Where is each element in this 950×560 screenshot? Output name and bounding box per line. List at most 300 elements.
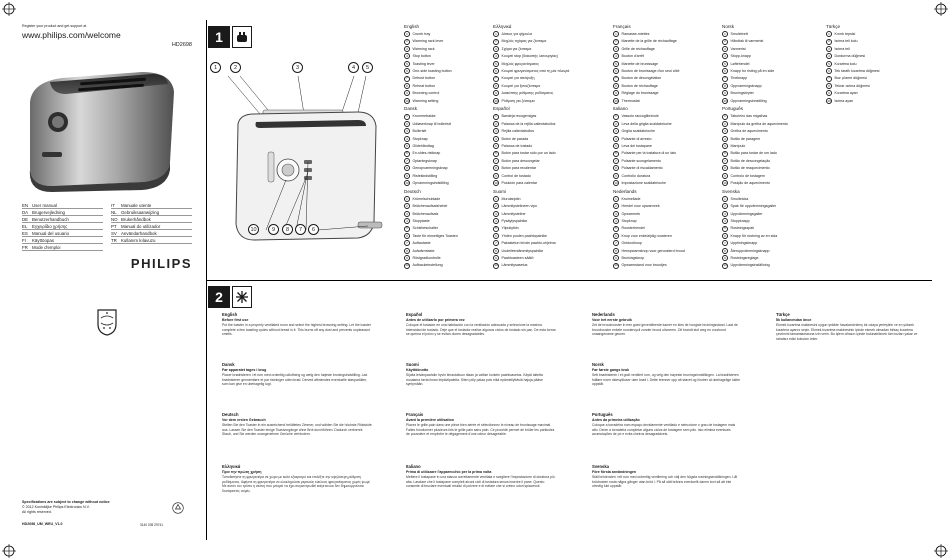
callout-5: 5 (362, 62, 373, 73)
legend-block (722, 189, 826, 269)
legend-item-number: 7 (613, 76, 619, 82)
legend-item-label: Ontdooiknop (621, 241, 642, 246)
legend-item-number: 10 (723, 98, 727, 103)
paragraph-subtitle: Vor dem ersten Gebrauch (222, 418, 266, 422)
legend-item-label: Glidehåndtag (412, 143, 434, 148)
legend-item-label: Botón para descongelar (501, 158, 540, 163)
legend-item-number: 8 (722, 83, 728, 89)
legend-item-number: 4 (722, 218, 728, 224)
legend-item (722, 203, 826, 210)
legend-item (722, 128, 826, 135)
legend-item-label: Stopp-knapp (730, 54, 751, 59)
legend-item-label: Krummebakke (412, 114, 436, 119)
legend-item (404, 240, 493, 247)
legend-item-label: Pysäytyspainike (501, 218, 528, 223)
legend-item-number: 8 (493, 165, 499, 171)
fold-line-horizontal (206, 280, 932, 281)
legend-item (613, 128, 722, 135)
legend-item-label: Lämmitysteline (501, 211, 526, 216)
usage-paragraph (776, 312, 926, 341)
legend-item-number: 5 (722, 61, 728, 67)
legend-item-number: 2 (404, 39, 410, 45)
legend-item (613, 31, 722, 38)
callout-4: 4 (348, 62, 359, 73)
legend-item-label: Reheat button (412, 83, 436, 88)
usage-paragraph (592, 312, 742, 337)
legend-block (493, 106, 613, 186)
legend-item (613, 142, 722, 149)
paragraph-body: Zet de broodrooster in een goed geventileerde kamer en kies de hoogste bruiningsstand. Laat de broodrooster enkele roostercycli zonder brood uitvoeren. Dit brandt stof weg en voorkomt onaangename geuren. (592, 323, 738, 336)
legend-item-label: Bolleristt (412, 129, 427, 134)
legend-item (493, 157, 613, 164)
legend-item (613, 135, 722, 142)
legend-block (404, 189, 493, 269)
manual-row: TR Kullanım kılavuzu (111, 237, 192, 244)
doc-code: HD2698_UM_WEU_V1.0 (22, 522, 63, 526)
legend-item-number: 2 (493, 121, 499, 127)
legend-item-label: Herwpwarmknop voor geroosterd brood (621, 248, 685, 253)
paragraph-subtitle: Antes da primeira utilização (592, 418, 640, 422)
legend-item-number: 6 (493, 233, 499, 239)
legend-item-number: 1 (722, 31, 728, 37)
legend-item-label: Krümelschublade (412, 196, 441, 201)
legend-language-heading: Deutsch (404, 188, 421, 194)
legend-item-number: 5 (722, 226, 728, 232)
legend-item (404, 225, 493, 232)
manual-languages-right (111, 202, 192, 251)
register-line: Register your product and get support at (22, 24, 87, 28)
legend-item-label: Knapp for risting på én side (730, 68, 775, 73)
legend-item-number: 10 (405, 263, 409, 268)
legend-item (722, 67, 826, 74)
legend-item (722, 75, 826, 82)
section-1-header (208, 26, 252, 48)
legend-item (826, 60, 932, 67)
legend-item-label: Botón para tostar sólo por un lado (501, 151, 556, 156)
legend-item-label: Udløserknap til bolleristt (412, 121, 451, 126)
legend-item-number: 10 (405, 98, 409, 103)
legend-item-number: 8 (404, 165, 410, 171)
legend-item-number: 1 (613, 31, 619, 37)
legend-item-label: Knop voor enkelzijdig roosteren (621, 233, 672, 238)
usage-paragraph (222, 464, 372, 493)
legend-item-number: 9 (493, 173, 499, 179)
legend-item (404, 157, 493, 164)
callout-7: 7 (295, 224, 306, 235)
legend-item (404, 135, 493, 142)
paragraph-language: Español (406, 312, 423, 317)
barcode-number: 3140 035 29741 (140, 523, 164, 527)
legend-item-number: 2 (722, 39, 728, 45)
legend-item (826, 53, 932, 60)
legend-item-label: Stop button (412, 54, 431, 59)
legend-item (404, 75, 493, 82)
legend-block (613, 24, 722, 104)
paragraph-subtitle: Før første gangs bruk (592, 368, 630, 372)
legend-item (722, 165, 826, 172)
legend-item (722, 97, 826, 104)
legend-item (722, 247, 826, 254)
paragraph-language: Português (592, 412, 613, 417)
legend-item-label: Taste für einseitiges Toasten (412, 233, 458, 238)
legend-item (722, 135, 826, 142)
legend-item-label: Murutarjotin (501, 196, 521, 201)
legend-item-number: 9 (493, 255, 499, 261)
legend-item (493, 165, 613, 172)
legend-item-label: Optøningsknap (412, 158, 437, 163)
legend-item (493, 97, 613, 104)
callout-8: 8 (282, 224, 293, 235)
legend-item (826, 45, 932, 52)
legend-item-label: Control de tostado (501, 173, 531, 178)
legend-item-label: Tek taraflı kızartma düğmesi (834, 68, 880, 73)
legend-item-number: 9 (722, 173, 728, 179)
legend-item-label: Impostazione scaldabrioche (621, 180, 667, 185)
legend-item-number: 1 (493, 31, 499, 37)
legend-column-4 (722, 24, 826, 276)
legend-item-label: Controlo de tostagem (730, 173, 765, 178)
legend-item-number: 10 (723, 263, 727, 268)
legend-block (404, 24, 493, 104)
legend-item-label: Pulsante per la tostatura di un lato (621, 151, 677, 156)
manual-row: ES Manual del usuario (22, 230, 103, 237)
legend-item (613, 97, 722, 104)
legend-item-number: 9 (404, 255, 410, 261)
legend-item (722, 254, 826, 261)
legend-item-label: Lämmitystelineen vipu (501, 204, 538, 209)
legend-item-label: Isıtma ayarı (834, 98, 854, 103)
legend-item-number: 7 (613, 240, 619, 246)
legend-item (493, 217, 613, 224)
legend-item (493, 254, 613, 261)
legend-item-number: 6 (404, 151, 410, 157)
legend-item-number: 1 (826, 31, 832, 37)
legend-item (493, 195, 613, 202)
paragraph-body: Put the toaster in a properly ventilated room and select the highest browning setting. Let the toaster complete a few toasting cycles without bread in it. This burns off any dust and prevents unpleasant smells. (222, 323, 371, 336)
legend-item (613, 179, 722, 186)
legend-item (493, 120, 613, 127)
legend-item-label: Stopknap (412, 136, 428, 141)
legend-item-label: Tineknapp (730, 76, 748, 81)
legend-item-number: 5 (826, 61, 832, 67)
legend-item-number: 2 (404, 203, 410, 209)
legend-item-label: Roosterhendel (621, 226, 645, 231)
usage-paragraph (222, 362, 372, 387)
legend-block (493, 189, 613, 269)
legend-item-label: Μοχλός σχάρας για ζέσταμα (501, 39, 547, 44)
legend-item (722, 142, 826, 149)
specs-line: Specifications are subject to change without notice (22, 500, 110, 504)
legend-item-number: 1 (493, 196, 499, 202)
callout-9: 9 (268, 224, 279, 235)
legend-item (404, 82, 493, 89)
legend-item (404, 45, 493, 52)
legend-item-number: 10 (614, 98, 618, 103)
legend-item-number: 9 (722, 255, 728, 261)
legend-item-number: 5 (404, 143, 410, 149)
legend-item-number: 5 (613, 143, 619, 149)
legend-item-number: 6 (613, 233, 619, 239)
legend-item-number: 4 (613, 136, 619, 142)
legend-item-label: Rostningsreglage (730, 255, 759, 260)
cover-panel (22, 22, 202, 280)
legend-item (493, 203, 613, 210)
legend-item-number: 7 (404, 158, 410, 164)
section-number: 2 (208, 286, 230, 308)
recycle-icon (172, 502, 184, 514)
copyright-line: © 2012 Koninklijke Philips Electronics N.V. (22, 505, 90, 509)
legend-item (826, 82, 932, 89)
legend-item (493, 113, 613, 120)
legend-item-number: 4 (826, 53, 832, 59)
legend-item (613, 210, 722, 217)
legend-item-number: 8 (493, 83, 499, 89)
usage-paragraph (406, 312, 556, 337)
legend-item-label: Brötchenaufsatzhebel (412, 204, 448, 209)
legend-item-label: Knapp för rostning av en sida (730, 233, 778, 238)
legend-item-number: 4 (722, 136, 728, 142)
legend-item-number: 7 (722, 158, 728, 164)
legend-item-label: Isıtma teli (834, 46, 850, 51)
legend-item-label: Smulbricka (730, 196, 749, 201)
legend-item (493, 45, 613, 52)
paragraph-body: Sijoita leivänpaahdin hyvin ilmastoituun tilaan ja valitse korkein paahtoasetus. Käytä laitetta muutama kerta ilman leipäviipaleita. Siten pöly palaa pois eikä epämiellyttäviä hajuja pääse syntymään. (406, 373, 543, 386)
legend-item (613, 60, 722, 67)
legend-item-label: Botão de reaquecimento (730, 166, 770, 171)
legend-item-label: Crumb tray (412, 31, 431, 36)
legend-item-label: Bruningsbryter (730, 91, 754, 96)
legend-item-number: 10 (494, 263, 498, 268)
legend-item-label: Kırıntı tepsisi (834, 31, 856, 36)
paragraph-subtitle: Prima di utilizzare l'apparecchio per la prima volta (406, 470, 492, 474)
paragraph-language: Italiano (406, 464, 421, 469)
legend-item (722, 82, 826, 89)
legend-item-number: 8 (613, 83, 619, 89)
legend-item-number: 9 (613, 173, 619, 179)
legend-item (493, 31, 613, 38)
legend-item (722, 217, 826, 224)
legend-item (404, 150, 493, 157)
legend-item-label: Κουμπί για ξαναζέσταμα (501, 83, 541, 88)
legend-item-number: 2 (722, 121, 728, 127)
legend-item-label: Løftehendel (730, 61, 750, 66)
legend-item-label: Controllo doratura (621, 173, 651, 178)
paragraph-body: Placer brødristeren i et rum med ordentlig udluftning og vælg den højeste bruningsindstilling. Lad brødristeren gennemføre et par ristninger uden brød. Derved afbrændes eventuelle støvpartikler, som kan give en ubehagelig lugt. (222, 373, 368, 386)
callout-3: 3 (292, 62, 303, 73)
legend-item (613, 67, 722, 74)
legend-item (722, 45, 826, 52)
legend-item-label: Varmerist (730, 46, 746, 51)
legend-item-label: Warming setting (412, 98, 439, 103)
legend-item-label: Kızartma kolu (834, 61, 857, 66)
legend-item-label: Tekrar ısıtma düğmesi (834, 83, 870, 88)
rights-line: All rights reserved. (22, 510, 52, 514)
manual-row: PT Manual do utilizador (111, 223, 192, 230)
paragraph-subtitle: Voor het eerste gebruik (592, 318, 632, 322)
legend-item-number: 10 (614, 263, 618, 268)
paragraph-language: Suomi (406, 362, 419, 367)
legend-item-label: Bouton de décongélation (621, 76, 662, 81)
legend-item-number: 1 (493, 114, 499, 120)
paragraph-language: Türkçe (776, 312, 790, 317)
legend-item-number: 2 (613, 203, 619, 209)
paragraph-body: Sett brødristeren i et godt ventilert rom, og velg den høyeste bruningsinnstillingen. La brødristeren fullføre noen ristesykluser uten brød i. Dette brenner opp alt støvet og hindrer at ubehagelige lukter oppstår. (592, 373, 741, 386)
philips-wordmark: PHILIPS (130, 256, 192, 271)
callout-6: 6 (308, 224, 319, 235)
legend-item-number: 4 (613, 53, 619, 59)
toaster-icon (232, 26, 252, 48)
legend-item (493, 135, 613, 142)
legend-item-number: 1 (613, 196, 619, 202)
paragraph-language: English (222, 312, 238, 317)
legend-item (613, 254, 722, 261)
legend-item-number: 1 (404, 196, 410, 202)
legend-item-label: Palanca de la rejilla calientabollos (501, 121, 556, 126)
legend-item-number: 6 (493, 151, 499, 157)
paragraph-body: Stellen Sie den Toaster in ein ausreichend belüftetes Zimmer, und wählen Sie die höchste Röststufe aus. Lassen Sie den Toaster einige Toastvorgänge ohne Brot durchführen. Dadurch verbrennt Staub, und Sie werden unangenehme Gerüche verhindern. (222, 423, 372, 436)
legend-item-number: 2 (613, 39, 619, 45)
paragraph-subtitle: Avant la première utilisation (406, 418, 454, 422)
legend-item-number: 7 (404, 240, 410, 246)
legend-item (613, 262, 722, 269)
legend-item (404, 120, 493, 127)
legend-item-number: 1 (613, 114, 619, 120)
legend-item-number: 10 (405, 180, 409, 185)
legend-item (722, 172, 826, 179)
legend-item (826, 75, 932, 82)
legend-item (826, 31, 932, 38)
legend-item (613, 150, 722, 157)
legend-item-number: 4 (493, 218, 499, 224)
legend-item-label: Kızartma ayarı (834, 91, 858, 96)
legend-item (493, 90, 613, 97)
legend-item-label: Κουμπί για απόψυξη (501, 76, 535, 81)
legend-item-number: 6 (613, 68, 619, 74)
legend-item (722, 179, 826, 186)
legend-block (404, 106, 493, 186)
legend-item-number: 7 (493, 240, 499, 246)
paragraph-body: Placez le grille-pain dans une pièce bien aérée et sélectionnez le niveau de brunissage maximal. Faites fonctionner plusieurs fois le grille-pain sans pain. Ce procédé permet de brûler les particules de poussière et empêche le dégagement d'une odeur désagréable. (406, 423, 555, 436)
legend-item (722, 31, 826, 38)
legend-item-number: 9 (613, 255, 619, 261)
legend-column-5 (826, 24, 932, 276)
legend-item-number: 8 (404, 83, 410, 89)
legend-item-label: Opwarmrek (621, 211, 641, 216)
website-link[interactable]: www.philips.com/welcome (22, 30, 121, 40)
legend-item (404, 232, 493, 239)
legend-item (493, 179, 613, 186)
legend-item-number: 8 (493, 248, 499, 254)
manual-row: EL Εγχειρίδιο χρήσης (22, 223, 103, 230)
legend-item (493, 53, 613, 60)
legend-item-number: 5 (722, 143, 728, 149)
legend-item-label: Stopptaste (412, 218, 430, 223)
legend-item-label: Grelha de aquecimento (730, 129, 768, 134)
legend-item-number: 6 (722, 68, 728, 74)
legend-language-heading: Suomi (493, 188, 507, 194)
legend-item (493, 150, 613, 157)
legend-block (722, 24, 826, 104)
legend-item-label: Μοχλός φρυγανίσματος (501, 61, 540, 66)
legend-item (826, 90, 932, 97)
legend-item (722, 225, 826, 232)
legend-item (722, 90, 826, 97)
legend-item-number: 7 (722, 240, 728, 246)
legend-item (826, 67, 932, 74)
legend-item (404, 247, 493, 254)
legend-item-number: 7 (826, 76, 832, 82)
legend-language-heading: Norsk (722, 24, 734, 29)
legend-item-label: Oppvarmingsknapp (730, 83, 762, 88)
legend-item (613, 240, 722, 247)
legend-item-label: Ylipukytkin (501, 226, 519, 231)
manual-row: IT Manuale utente (111, 202, 192, 209)
paragraph-language: Ελληνικά (222, 464, 241, 469)
legend-item-number: 1 (722, 114, 728, 120)
legend-item (493, 172, 613, 179)
legend-item (493, 240, 613, 247)
legend-item-label: Posição de aquecimento (730, 180, 770, 185)
legend-item-number: 3 (404, 128, 410, 134)
paragraph-body: Ställ brödrosten i ett rum med ordentlig ventilering och välj den högsta rostningsinställningen. Låt brödrosten rosta några gånger utan bröd i. På så sätt bränns eventuellt damm bort så att inte otrevlig lukt uppstår. (592, 475, 738, 488)
legend-item-label: Defrost button (412, 76, 436, 81)
legend-item-label: Kruimellade (621, 196, 641, 201)
legend-item-label: En-sides-ristknap (412, 151, 441, 156)
legend-item-number: 6 (722, 151, 728, 157)
manual-row: DA Brugervejledning (22, 209, 103, 216)
legend-language-heading: Français (613, 24, 631, 29)
legend-item-number: 8 (722, 165, 728, 171)
section-2-header (208, 286, 252, 308)
legend-item-label: Browning control (412, 91, 440, 96)
legend-language-heading: Español (493, 106, 510, 112)
legend-item-number: 2 (493, 39, 499, 45)
legend-item-label: Σχάρα για ζέσταμα (501, 46, 532, 51)
legend-item-label: Manípulo da grelha de aquecimento (730, 121, 788, 126)
legend-item (722, 240, 826, 247)
legend-item (404, 60, 493, 67)
legend-item-label: Botão de descongelação (730, 158, 771, 163)
legend-item (404, 38, 493, 45)
legend-item (404, 203, 493, 210)
legend-item-label: Bouton de réchauffage (621, 83, 658, 88)
paragraph-body: Coloque el tostador en una habitación con la ventilación adecuada y seleccione la máxima intensidad de tostado. Deje que el tostador realice algunos ciclos de tostado sin pan. De esta forma se quema el polvo y se evitan olores desagradables. (406, 323, 556, 336)
legend-item-number: 3 (493, 211, 499, 217)
legend-item-label: Ramasse-miettes (621, 31, 650, 36)
legend-item-number: 1 (722, 196, 728, 202)
legend-item-label: Warming rack lever (412, 39, 444, 44)
legend-item-label: Posición para calentar (501, 180, 538, 185)
legend-item-label: Δίσκος για ψίχουλα (501, 31, 533, 36)
legend-item-number: 2 (722, 203, 728, 209)
legend-item (722, 120, 826, 127)
legend-item-label: Auftautaste (412, 241, 431, 246)
legend-language-heading: Ελληνικά (493, 24, 512, 29)
legend-item (404, 97, 493, 104)
manual-row: FI Käyttöopas (22, 237, 103, 244)
legend-item-number: 8 (404, 248, 410, 254)
legend-item-label: Bouton de brunissage d'un seul côté (621, 68, 680, 73)
legend-item (404, 172, 493, 179)
legend-item-label: Upptiningsknapp (730, 241, 758, 246)
legend-item (493, 142, 613, 149)
legend-item-number: 3 (613, 128, 619, 134)
legend-item (404, 128, 493, 135)
legend-block (613, 189, 722, 269)
legend-item-label: Manette de la grille de réchauffage (621, 39, 677, 44)
legend-item-label: Κουμπί stop (διακοπής λειτουργίας) (501, 54, 559, 59)
legend-item-number: 6 (722, 233, 728, 239)
